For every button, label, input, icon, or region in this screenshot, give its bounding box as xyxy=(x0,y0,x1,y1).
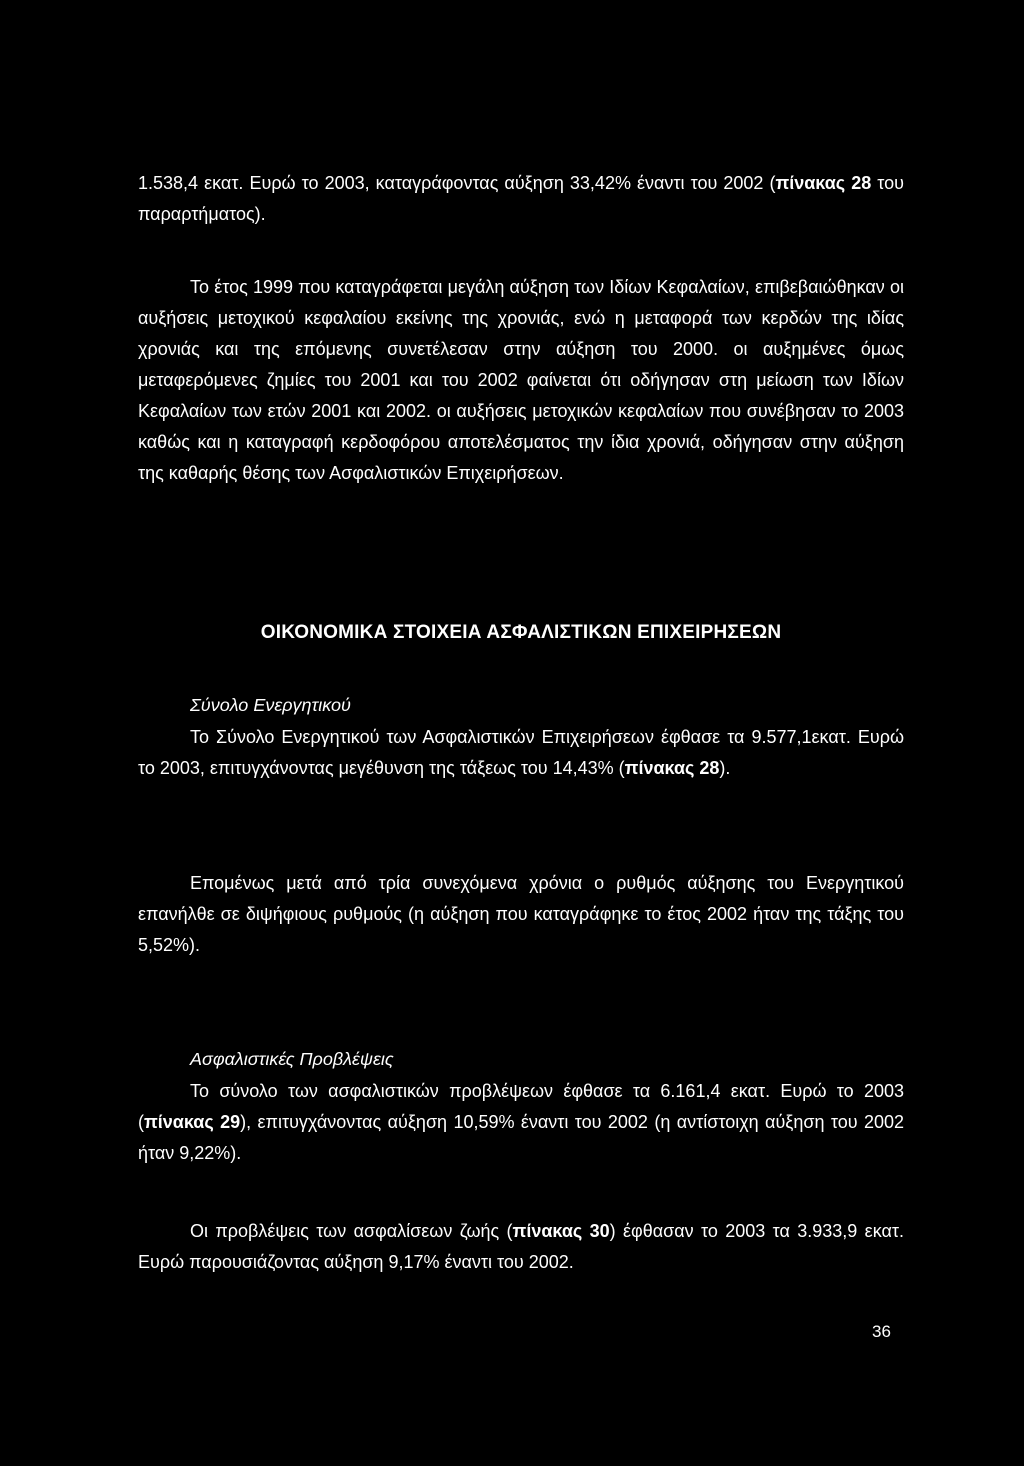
paragraph-total-assets xyxy=(138,722,904,784)
paragraph-text: Οι προβλέψεις των ασφαλίσεων ζωής ( xyxy=(190,1221,513,1241)
table-reference: πίνακας 28 xyxy=(624,758,720,778)
table-reference: πίνακας 28 xyxy=(775,173,872,193)
subheading-total-assets: Σύνολο Ενεργητικού xyxy=(190,695,351,715)
table-reference: πίνακας 29 xyxy=(144,1112,241,1132)
section-heading: ΟΙΚΟΝΟΜΙΚΑ ΣΤΟΙΧΕΙΑ ΑΣΦΑΛΙΣΤΙΚΩΝ ΕΠΙΧΕΙΡΗΣΕΩΝ xyxy=(260,622,782,643)
paragraph-text: 1.538,4 εκατ. Ευρώ το 2003, καταγράφοντας αύξηση 33,42% έναντι του 2002 ( xyxy=(138,173,776,193)
paragraph-assets-growth-rate: Επομένως μετά από τρία συνεχόμενα χρόνια ο ρυθμός αύξησης του Ενεργητικού επανήλθε σε διψήφιους ρυθμούς (η αύξηση που καταγράφηκε το έτος 2002 ήταν της τάξης του 5,52%). xyxy=(138,873,904,955)
paragraph-text: ). xyxy=(719,758,731,778)
paragraph-text: του παραρτήματος). xyxy=(138,173,904,224)
paragraph-life-provisions xyxy=(138,1216,904,1278)
paragraph-text: Το σύνολο των ασφαλιστικών προβλέψεων έφθασε τα 6.161,4 εκατ. Ευρώ το 2003 ( xyxy=(138,1081,904,1132)
table-reference: πίνακας 30 xyxy=(512,1221,610,1241)
paragraph-text: Το Σύνολο Ενεργητικού των Ασφαλιστικών Επιχειρήσεων έφθασε τα 9.577,1εκατ. Ευρώ το 2003, επιτυγχάνοντας μεγέθυνση της τάξεως του 14,43% ( xyxy=(138,727,904,778)
page-number: 36 xyxy=(872,1322,891,1341)
paragraph-equity-history: Το έτος 1999 που καταγράφεται μεγάλη αύξηση των Ιδίων Κεφαλαίων, επιβεβαιώθηκαν οι αυξήσεις μετοχικού κεφαλαίου εκείνης της χρονιάς, ενώ η μεταφορά των κερδών της ιδίας χρονιάς και της επόμενης συνετέλεσαν στην αύξηση του 2000. οι αυξημένες όμως μεταφερόμενες ζημίες του 2001 και του 2002 φαίνεται ότι οδήγησαν στη μείωση των Ιδίων Κεφαλαίων των ετών 2001 και 2002. οι αυξήσεις μετοχικών κεφαλαίων που συνέβησαν το 2003 καθώς και η καταγραφή κερδοφόρου αποτελέσματος την ίδια χρονιά, οδήγησαν στην αύξηση της καθαρής θέσης των Ασφαλιστικών Επιχειρήσεων. xyxy=(138,277,904,483)
subheading-insurance-provisions: Ασφαλιστικές Προβλέψεις xyxy=(190,1049,394,1069)
paragraph-text: ) έφθασαν το 2003 τα 3.933,9 εκατ. Ευρώ παρουσιάζοντας αύξηση 9,17% έναντι του 2002. xyxy=(138,1221,904,1272)
paragraph-insurance-provisions xyxy=(138,1076,904,1169)
paragraph-text: ), επιτυγχάνοντας αύξηση 10,59% έναντι του 2002 (η αντίστοιχη αύξηση του 2002 ήταν 9,22%). xyxy=(138,1112,905,1163)
paragraph-equity-growth xyxy=(138,168,904,230)
